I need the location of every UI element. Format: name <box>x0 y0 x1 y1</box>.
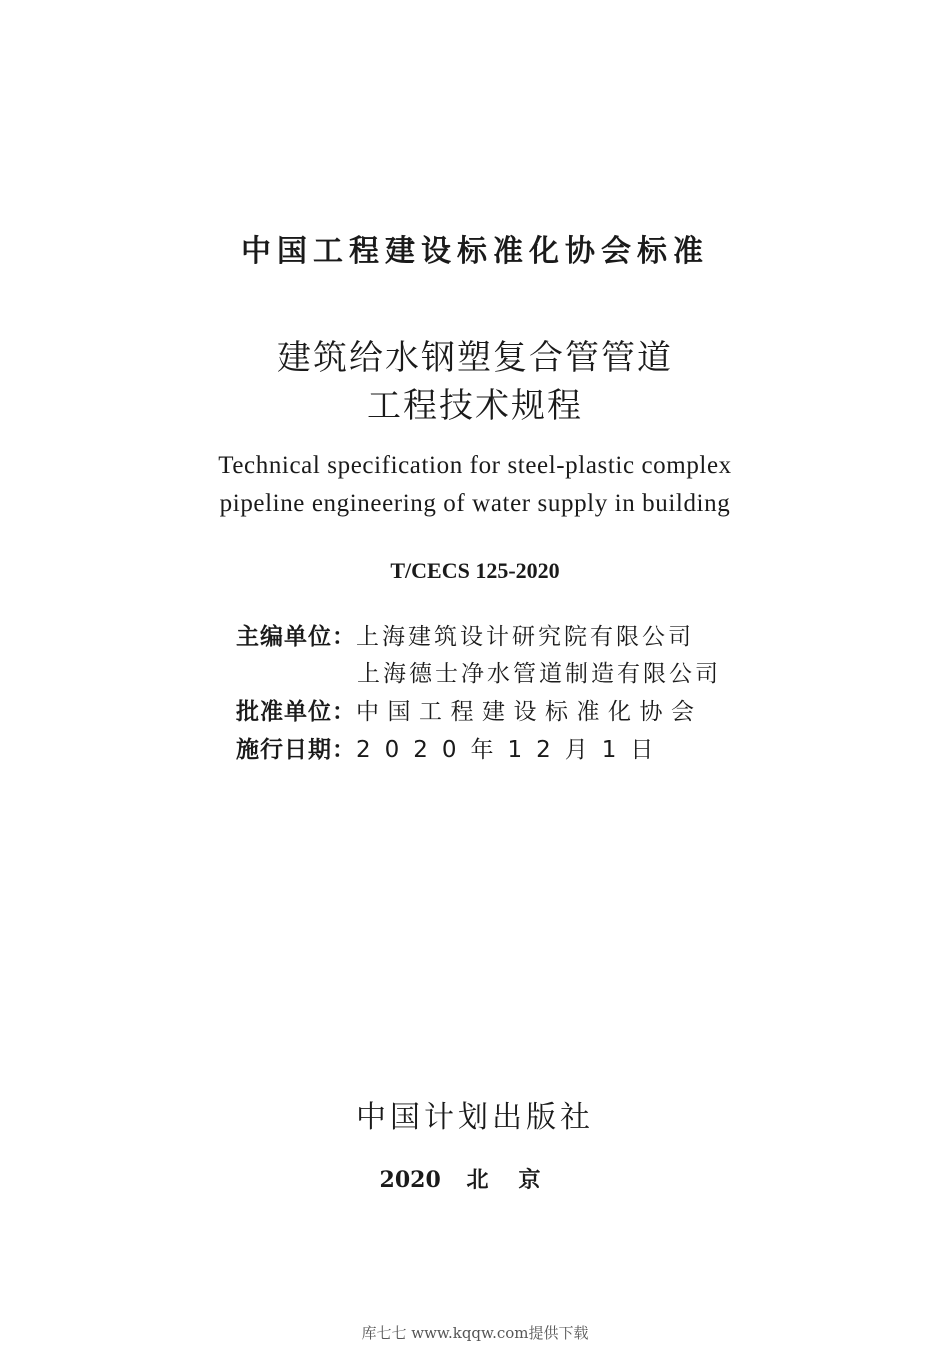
effective-date-value: 2020年12月1日 <box>356 737 668 763</box>
chief-editor-1: 上海建筑设计研究院有限公司 <box>356 624 694 650</box>
chief-editor-row-2 <box>357 655 721 689</box>
download-watermark: 库七七 www.kqqw.com提供下载 <box>361 1324 589 1342</box>
organization-header: 中国工程建设标准化协会标准 <box>241 234 709 269</box>
english-title-line-2: pipeline engineering of water supply in building <box>219 490 731 517</box>
approver-value: 中国工程建设标准化协会 <box>356 699 703 725</box>
document-title-line-1: 建筑给水钢塑复合管管道 <box>277 338 673 378</box>
publication-city: 北京 <box>466 1167 571 1193</box>
publication-year: 2020 <box>379 1167 441 1193</box>
effective-date-label: 施行日期： <box>236 737 356 763</box>
english-title-line-1: Technical specification for steel-plastic complex <box>218 452 732 479</box>
chief-editor-row <box>236 618 694 652</box>
approver-row <box>236 693 703 727</box>
document-title-line-2: 工程技术规程 <box>367 386 583 426</box>
chief-editor-2: 上海德士净水管道制造有限公司 <box>357 661 721 687</box>
effective-date-row <box>236 731 667 765</box>
publication-place <box>0 1163 950 1194</box>
publisher-name: 中国计划出版社 <box>356 1100 594 1135</box>
standard-code: T/CECS 125-2020 <box>390 558 560 583</box>
chief-editor-label: 主编单位： <box>236 624 356 650</box>
approver-label: 批准单位： <box>236 699 356 725</box>
